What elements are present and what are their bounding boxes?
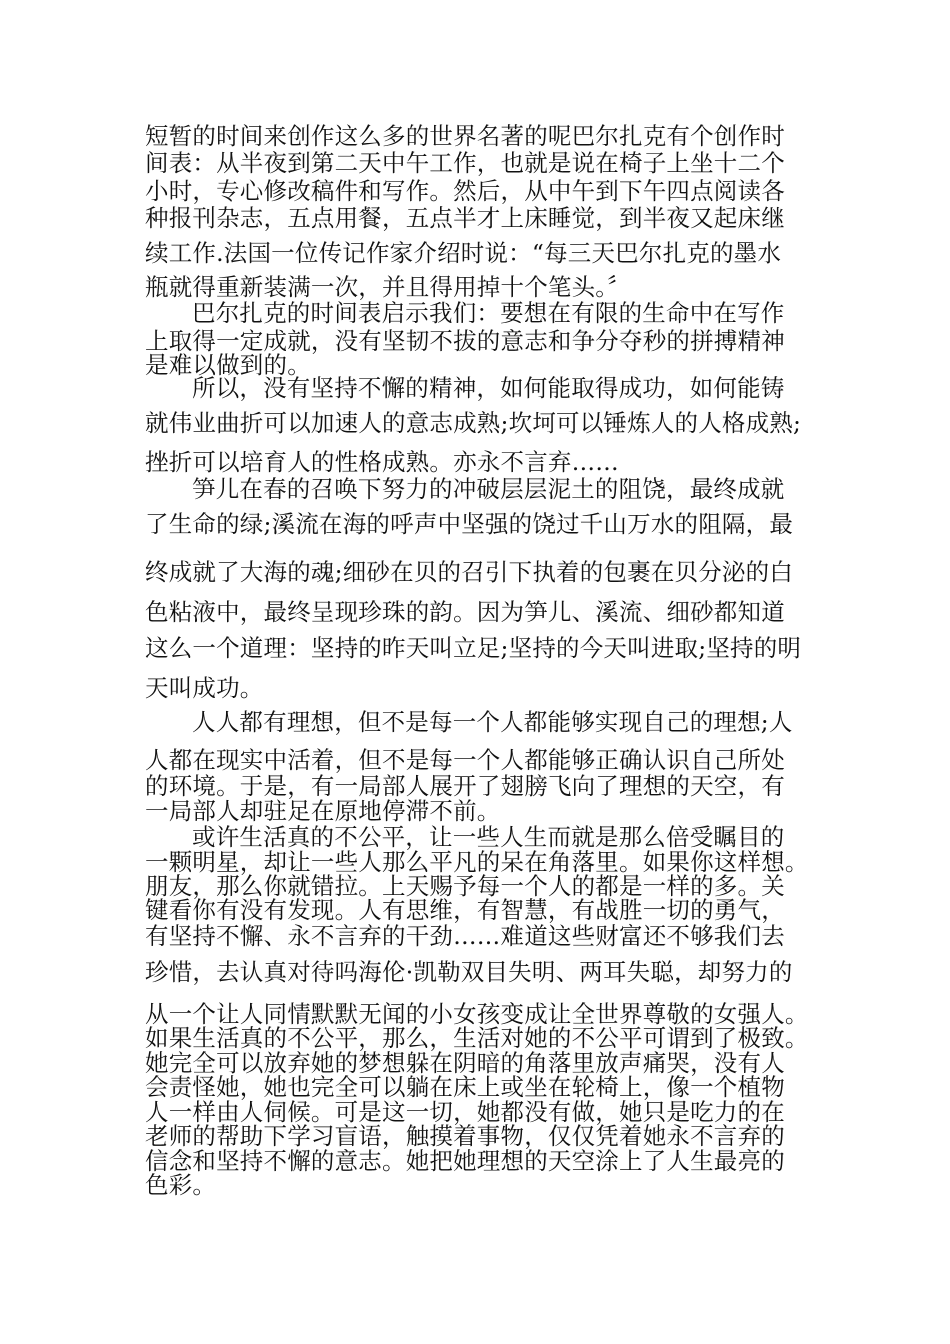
text-line: 巴尔扎克的时间表启示我们：要想在有限的生命中在写作 <box>192 299 785 327</box>
text-line: 色粘液中，最终呈现珍珠的韵。因为笋儿、溪流、细砂都知道 <box>145 598 785 626</box>
text-line: 天叫成功。 <box>145 674 264 702</box>
text-line: 人都在现实中活着，但不是每一个人都能够正确认识自己所处 <box>145 746 785 774</box>
text-line: 挫折可以培育人的性格成熟。亦永不言弃…… <box>145 448 619 476</box>
text-line: 的环境。于是，有一局部人展开了翅膀飞向了理想的天空，有 <box>145 772 785 800</box>
text-line: 了生命的绿;溪流在海的呼声中坚强的饶过千山万水的阻隔，最 <box>145 510 794 538</box>
text-line: 信念和坚持不懈的意志。她把她理想的天空涂上了人生最亮的 <box>145 1147 785 1175</box>
text-line: 有坚持不懈、永不言弃的干劲……难道这些财富还不够我们去 <box>145 922 785 950</box>
text-line: 小时，专心修改稿件和写作。然后，从中午到下午四点阅读各 <box>145 177 785 205</box>
text-line: 或许生活真的不公平，让一些人生而就是那么倍受瞩目的 <box>192 823 785 851</box>
text-line: 种报刊杂志，五点用餐，五点半才上床睡觉，到半夜又起床继 <box>145 204 785 232</box>
text-line: 人一样由人伺候。可是这一切，她都没有做，她只是吃力的在 <box>145 1098 785 1126</box>
text-line: 终成就了大海的魂;细砂在贝的召引下执着的包裹在贝分泌的白 <box>145 558 794 586</box>
text-line: 老师的帮助下学习盲语，触摸着事物，仅仅凭着她永不言弃的 <box>145 1122 785 1150</box>
text-line: 就伟业曲折可以加速人的意志成熟;坎坷可以锤炼人的人格成熟; <box>145 409 802 437</box>
text-line: 上取得一定成就，没有坚韧不拔的意志和争分夺秒的拼搏精神 <box>145 327 785 355</box>
text-line: 从一个让人同情默默无闻的小女孩变成让全世界尊敬的女强人。 <box>145 1000 809 1028</box>
text-line: 珍惜，去认真对待吗海伦·凯勒双目失明、两耳失聪，却努力的 <box>145 958 793 986</box>
text-line: 她完全可以放弃她的梦想躲在阴暗的角落里放声痛哭，没有人 <box>145 1049 785 1077</box>
text-line: 间表：从半夜到第二天中午工作，也就是说在椅子上坐十二个 <box>145 149 785 177</box>
text-line: 所以，没有坚持不懈的精神，如何能取得成功，如何能铸 <box>192 374 785 402</box>
text-line: 笋儿在春的召唤下努力的冲破层层泥土的阻饶，最终成就 <box>192 475 785 503</box>
text-line: 一局部人却驻足在原地停滞不前。 <box>145 797 501 825</box>
text-line: 是难以做到的。 <box>145 351 311 379</box>
text-line: 键看你有没有发现。人有思维，有智慧，有战胜一切的勇气， <box>145 896 785 924</box>
text-line: 短暂的时间来创作这么多的世界名著的呢巴尔扎克有个创作时 <box>145 122 785 150</box>
text-line: 如果生活真的不公平，那么，生活对她的不公平可谓到了极致。 <box>145 1024 809 1052</box>
text-line: 会责怪她，她也完全可以躺在床上或坐在轮椅上，像一个植物 <box>145 1073 785 1101</box>
text-line: 人人都有理想，但不是每一个人都能够实现自己的理想;人 <box>192 708 793 736</box>
text-line: 这么一个道理：坚持的昨天叫立足;坚持的今天叫进取;坚持的明 <box>145 634 802 662</box>
text-line: 朋友，那么你就错拉。上天赐予每一个人的都是一样的多。关 <box>145 872 785 900</box>
text-line: 续工作.法国一位传记作家介绍时说：“每三天巴尔扎克的墨水 <box>145 239 782 267</box>
text-line: 色彩。 <box>145 1171 217 1199</box>
text-line: 瓶就得重新装满一次，并且得用掉十个笔头。〞 <box>145 273 631 301</box>
text-line: 一颗明星，却让一些人那么平凡的呆在角落里。如果你这样想。 <box>145 848 809 876</box>
